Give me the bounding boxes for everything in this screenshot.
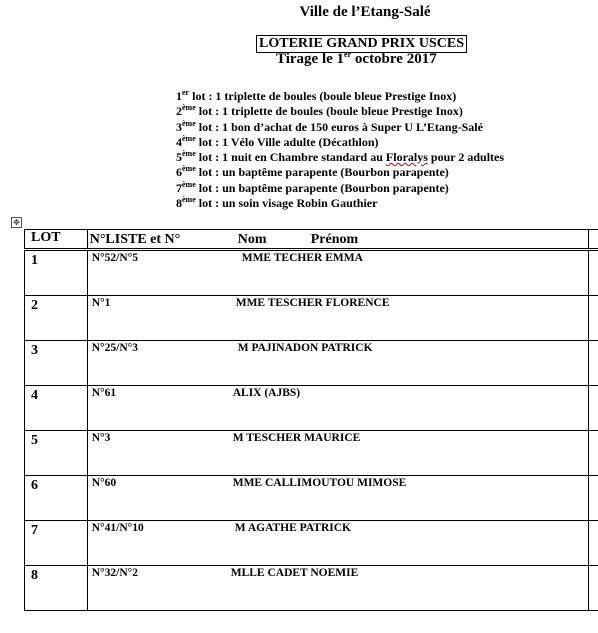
table-row xyxy=(25,341,598,386)
winner-name: M AGATHE PATRICK xyxy=(234,522,351,534)
prize-list xyxy=(176,89,504,211)
winner-name: MME CALLIMOUTOU MIMOSE xyxy=(232,477,407,489)
draw-date xyxy=(276,51,437,68)
draw-month-year: octobre 2017 xyxy=(351,51,437,67)
winner-cell xyxy=(87,476,588,521)
winner-cell xyxy=(87,521,588,566)
winner-cell xyxy=(87,250,588,296)
prize-item: 8ème lot : un soin visage Robin Gauthier xyxy=(176,195,378,211)
winner-name: MME TESCHER FLORENCE xyxy=(235,297,390,309)
draw-prefix: Tirage le xyxy=(276,51,337,67)
list-number: N°3 xyxy=(91,432,111,444)
winner-name: MME TECHER EMMA xyxy=(241,252,363,264)
winner-name: MLLE CADET NOEMIE xyxy=(230,567,359,579)
prize-item: 1er lot : 1 triplette de boules (boule bleue Prestige Inox) xyxy=(176,88,457,103)
winner-cell xyxy=(87,431,588,476)
lot-cell: 1 xyxy=(25,250,88,296)
lot-cell: 6 xyxy=(25,476,88,521)
table-row xyxy=(25,521,598,566)
winner-name: ALIX (AJBS) xyxy=(232,387,301,399)
lot-cell: 3 xyxy=(25,341,88,386)
lot-cell: 2 xyxy=(25,296,88,341)
list-number: N°41/N°10 xyxy=(91,522,144,534)
table-edge xyxy=(588,230,598,250)
winner-name: M PAJINADON PATRICK xyxy=(237,342,373,354)
table-row xyxy=(25,566,598,611)
winner-cell xyxy=(87,341,588,386)
winners-table xyxy=(24,229,598,611)
draw-day: 1 xyxy=(336,51,345,67)
list-number: N°25/N°3 xyxy=(91,342,138,354)
draw-day-suffix: er xyxy=(344,50,352,59)
lot-cell: 5 xyxy=(25,431,88,476)
prize-item: 7ème lot : un baptême parapente (Bourbon parapente) xyxy=(176,179,449,195)
list-number: N°1 xyxy=(91,297,111,309)
header-prenom: Prénom xyxy=(310,232,359,247)
winner-cell xyxy=(87,566,588,611)
header-liste: N°LISTE et N° xyxy=(89,232,181,247)
move-icon[interactable]: ✥ xyxy=(11,217,22,228)
table-row xyxy=(25,476,598,521)
lot-cell: 8 xyxy=(25,566,88,611)
table-row xyxy=(25,431,598,476)
list-number: N°60 xyxy=(91,477,117,489)
lot-cell: 7 xyxy=(25,521,88,566)
list-number: N°52/N°5 xyxy=(91,252,138,264)
prize-item: 4ème lot : 1 Vélo Ville adulte (Décathlon) xyxy=(176,133,379,149)
table-row xyxy=(25,250,598,296)
header-lot: LOT xyxy=(25,230,88,250)
list-number: N°32/N°2 xyxy=(91,567,138,579)
table-row xyxy=(25,386,598,431)
prize-item: 2ème lot : 1 triplette de boules (boule bleue Prestige Inox) xyxy=(176,103,463,119)
prize-item: 5ème lot : 1 nuit en Chambre standard au Floralys pour 2 adultes xyxy=(176,149,505,165)
winner-cell xyxy=(87,386,588,431)
lot-cell: 4 xyxy=(25,386,88,431)
table-row xyxy=(25,296,598,341)
city-heading: Ville de l’Etang-Salé xyxy=(299,4,431,20)
spellcheck-flagged-word: Floralys xyxy=(385,150,428,165)
prize-item: 3ème lot : 1 bon d’achat de 150 euros à Super U L’Etang-Salé xyxy=(176,118,483,134)
winner-name: M TESCHER MAURICE xyxy=(232,432,361,444)
header-nom: Nom xyxy=(237,232,267,247)
prize-item: 6ème lot : un baptême parapente (Bourbon parapente) xyxy=(176,164,449,180)
header-liste-nom xyxy=(87,230,588,250)
winner-cell xyxy=(87,296,588,341)
lottery-title: LOTERIE GRAND PRIX USCES xyxy=(256,35,467,53)
list-number: N°61 xyxy=(91,387,117,399)
